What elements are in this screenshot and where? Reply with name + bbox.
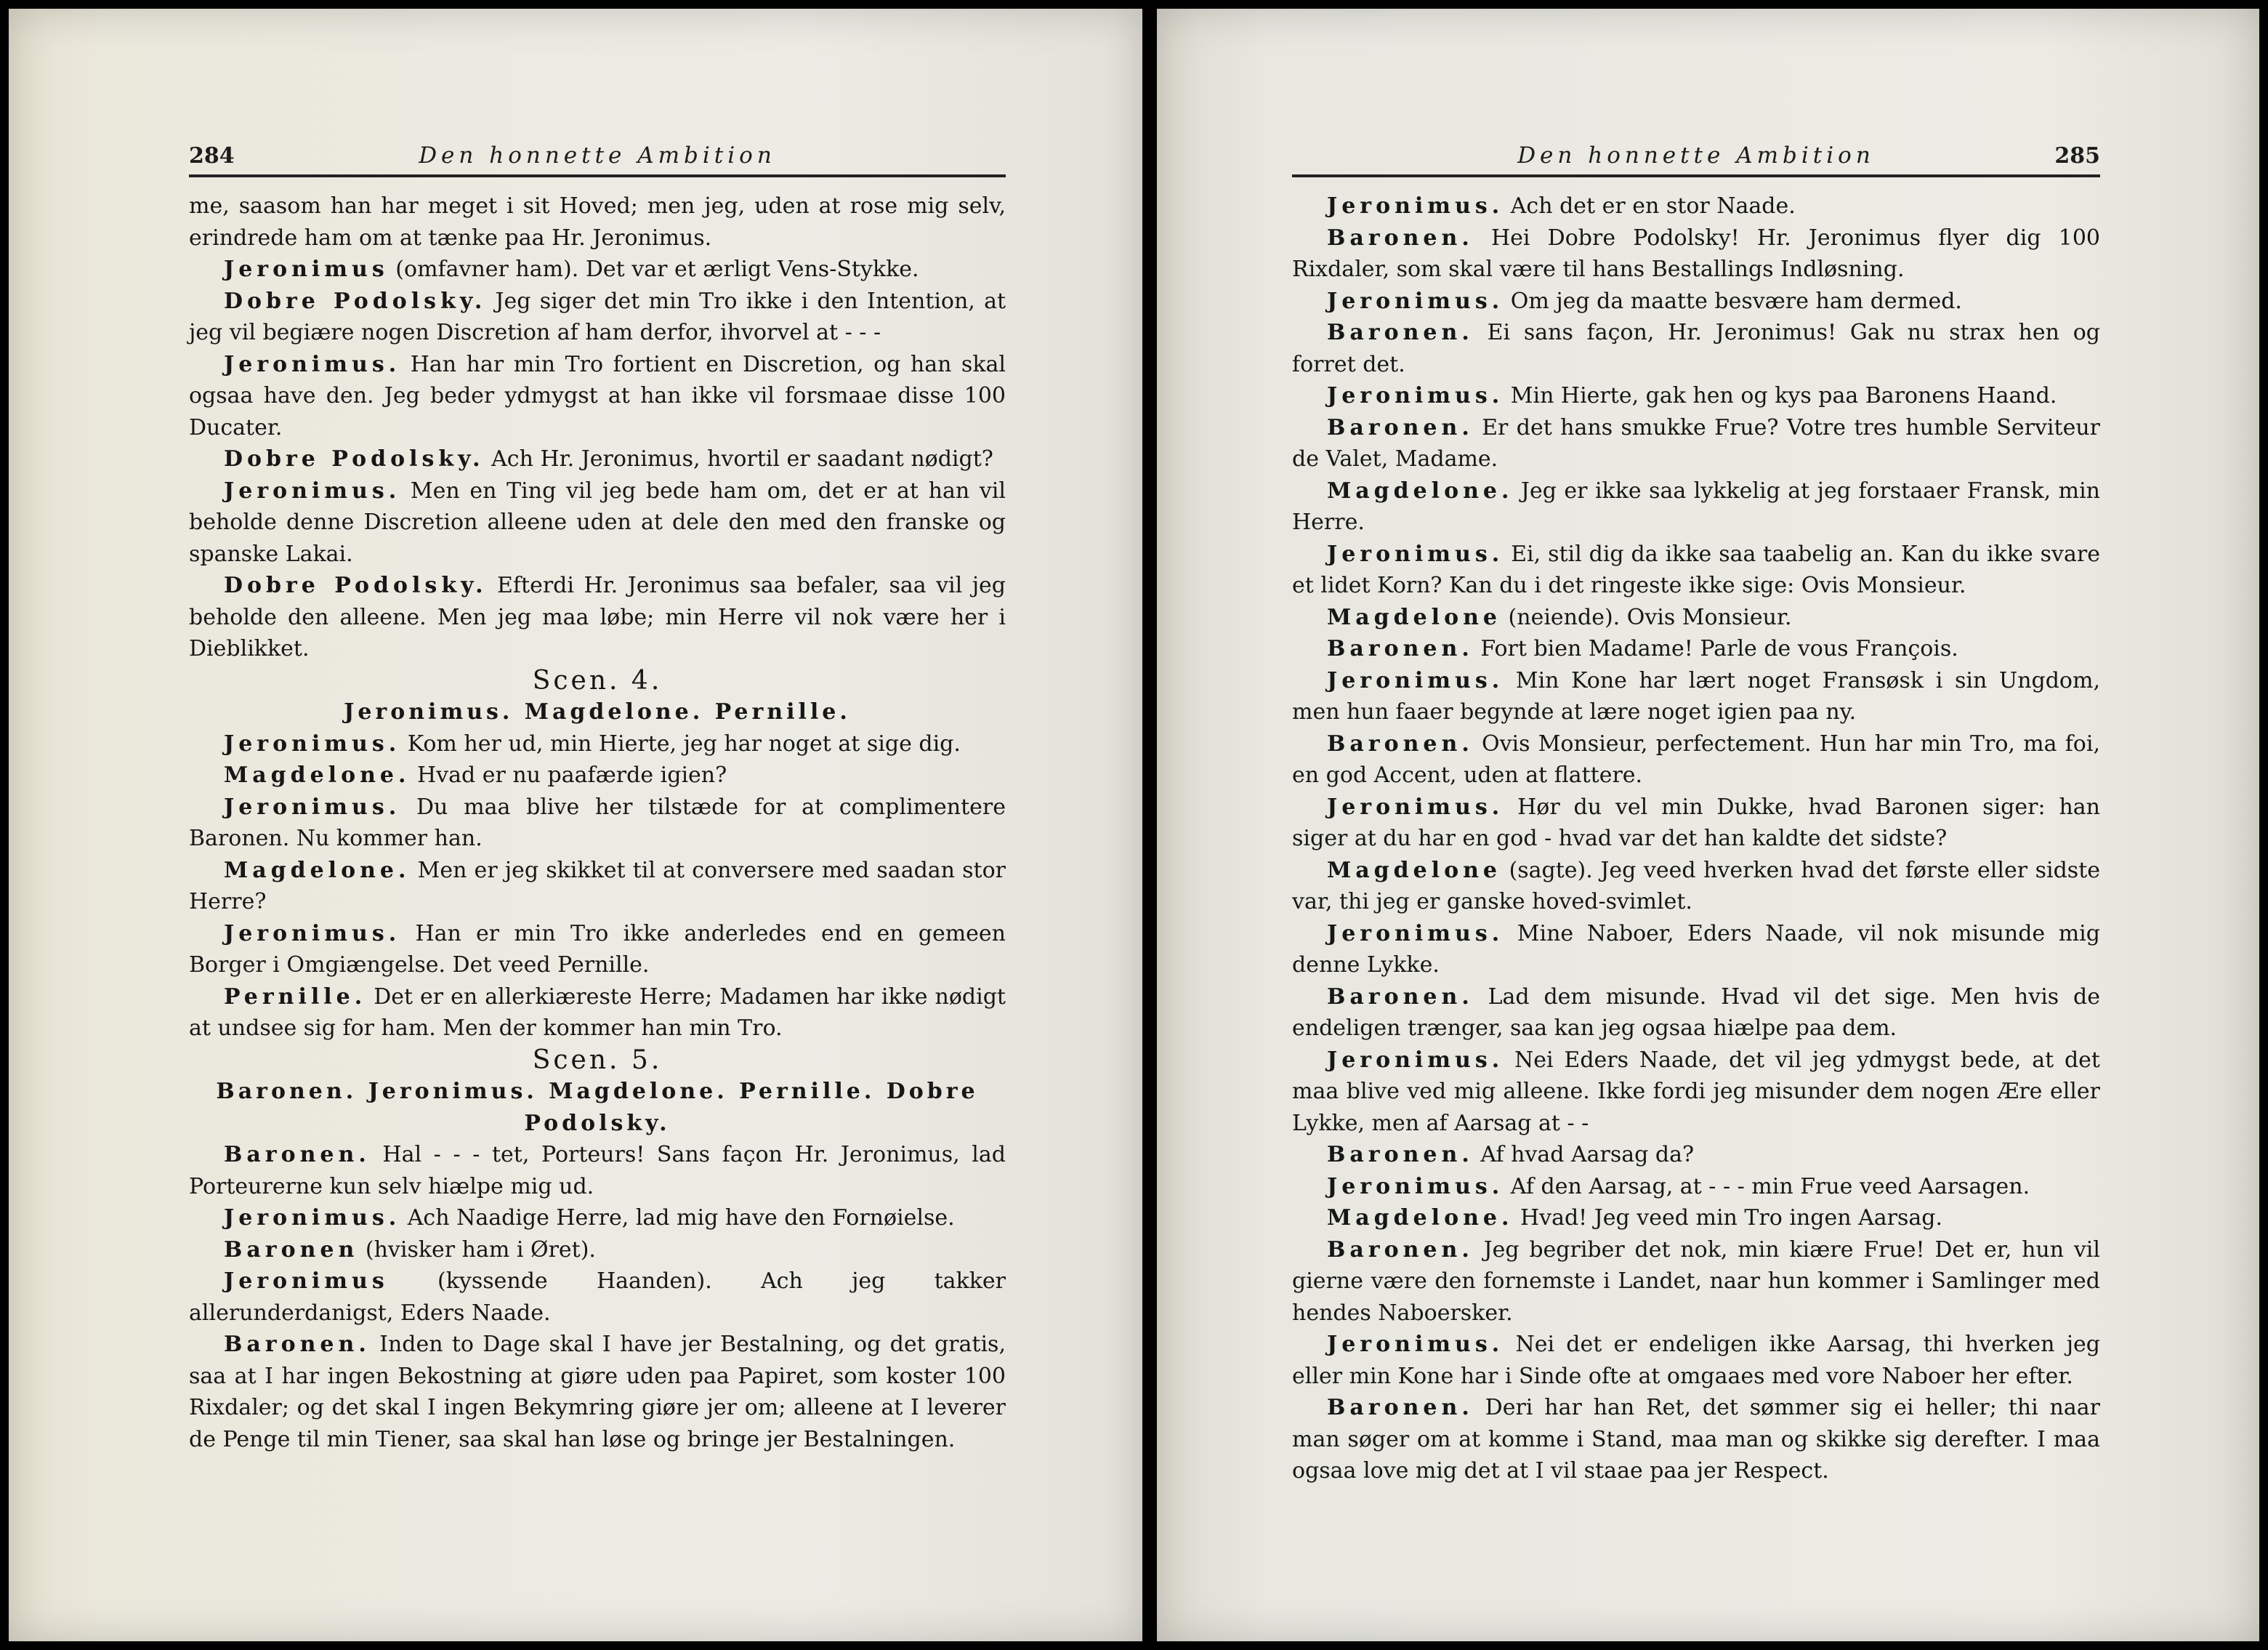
speaker-name: Baronen. — [224, 1142, 371, 1167]
speech-text: Om jeg da maatte besvære ham dermed. — [1510, 288, 1962, 314]
speaker-name: Dobre Podolsky. — [224, 573, 488, 598]
speech-text: Ach det er en stor Naade. — [1510, 193, 1796, 219]
speaker-name: Pernille. — [224, 983, 367, 1010]
dialogue-line — [1292, 1202, 2100, 1234]
dialogue-line — [1292, 286, 2100, 318]
dialogue-line — [1292, 1392, 2100, 1487]
speech-text: (kyssende Haanden). Ach jeg takker allerunderdanigst, Eders Naade. — [189, 1268, 1006, 1326]
dialogue-line — [189, 286, 1006, 349]
dialogue-line — [1292, 855, 2100, 918]
speaker-name: Dobre Podolsky. — [224, 446, 485, 472]
speech-text: Mine Naboer, Eders Naade, vil nok misunde mig denne Lykke. — [1292, 920, 2100, 978]
dialogue-line — [1292, 1045, 2100, 1140]
dialogue-line — [1292, 602, 2100, 634]
speech-text: (neiende). Ovis Monsieur. — [1508, 604, 1792, 630]
dialogue-line — [1292, 633, 2100, 665]
speech-text: Af hvad Aarsag da? — [1480, 1142, 1695, 1167]
dialogue-line — [189, 349, 1006, 444]
speech-text: Du maa blive her tilstæde for at complimentere Baronen. Nu kommer han. — [189, 794, 1006, 851]
dialogue-line — [189, 190, 1006, 254]
dialogue-line — [1292, 539, 2100, 602]
speaker-name: Baronen. — [1327, 731, 1474, 757]
speech-text: Han har min Tro fortient en Discretion, og han skal ogsaa have den. Jeg beder ydmygst at han ikke vil forsmaae disse 100 Ducater. — [189, 351, 1006, 440]
dialogue-line — [1292, 665, 2100, 728]
speaker-name: Magdelone. — [1327, 1205, 1514, 1231]
dialogue-line — [189, 855, 1006, 918]
speech-text: Ach Naadige Herre, lad mig have den Fornøielse. — [407, 1205, 955, 1231]
speaker-name: Jeronimus. — [224, 920, 401, 946]
dialogue-line — [1292, 190, 2100, 222]
speaker-name: Jeronimus. — [224, 794, 401, 820]
dialogue-line — [1292, 317, 2100, 380]
page-header — [1292, 131, 2100, 177]
speech-text: Hei Dobre Podolsky! Hr. Jeronimus flyer dig 100 Rixdaler, som skal være til hans Bestallings Indløsning. — [1292, 225, 2101, 282]
speaker-name: Baronen. — [1327, 636, 1474, 661]
speaker-name: Jeronimus. — [1327, 1332, 1504, 1357]
dialogue-line — [1292, 918, 2100, 981]
speaker-name: Jeronimus. — [1327, 193, 1504, 219]
cast-list: Baronen. Jeronimus. Magdelone. Pernille. Dobre Podolsky. — [216, 1079, 979, 1136]
speech-text: (sagte). Jeg veed hverken hvad det første eller sidste var, thi jeg er ganske hoved-svimlet. — [1292, 857, 2100, 914]
speech-text: Nei det er endeligen ikke Aarsag, thi hverken jeg eller min Kone har i Sinde ofte at omgaaes med vore Naboer her efter. — [1292, 1332, 2100, 1389]
speech-text: me, saasom han har meget i sit Hoved; men jeg, uden at rose mig selv, erindrede ham om at tænke paa Hr. Jeronimus. — [189, 193, 1006, 251]
speech-text: Men en Ting vil jeg bede ham om, det er at han vil beholde denne Discretion alleene uden at dele den med den franske og spanske Lakai. — [189, 478, 1006, 567]
speaker-name: Baronen — [224, 1236, 359, 1263]
speaker-name: Jeronimus. — [1327, 1047, 1504, 1073]
speech-text: Det er en allerkiæreste Herre; Madamen har ikke nødigt at undsee sig for ham. Men der kommer han min Tro. — [189, 983, 1006, 1041]
speaker-name: Jeronimus. — [1327, 794, 1504, 820]
dialogue-line — [1292, 1139, 2100, 1171]
scene-heading: Scen. 4. — [532, 665, 663, 696]
dialogue-line — [189, 443, 1006, 475]
scene-heading: Scen. 5. — [532, 1045, 663, 1075]
speaker-name: Baronen. — [1327, 1142, 1474, 1167]
running-title: Den honnette Ambition — [1517, 142, 1875, 169]
speech-text: Inden to Dage skal I have jer Bestalning, og det gratis, saa at I har ingen Bekostning at giøre uden paa Papiret, som koster 100 Rixdaler; og det skal I ingen Bekymring giøre jer om; alleene at I leverer de Penge til min Tiener, saa skal han løse og bringe jer Bestalningen. — [189, 1332, 1006, 1452]
speech-text: Hal - - - tet, Porteurs! Sans façon Hr. Jeronimus, lad Porteurerne kun selv hiælpe mig ud. — [189, 1142, 1006, 1199]
dialogue-line — [189, 1234, 1006, 1266]
speech-text: Hvad er nu paafærde igien? — [416, 762, 727, 788]
speaker-name: Jeronimus. — [224, 478, 401, 504]
speaker-name: Magdelone. — [224, 857, 411, 883]
dialogue-line — [1292, 981, 2100, 1045]
dialogue-line — [189, 918, 1006, 981]
dialogue-line — [189, 570, 1006, 665]
speaker-name: Jeronimus. — [224, 1205, 401, 1231]
speaker-name: Baronen. — [224, 1332, 371, 1357]
speaker-name: Magdelone. — [224, 762, 411, 788]
speaker-name: Jeronimus — [224, 257, 389, 282]
speech-text: Ovis Monsieur, perfectement. Hun har min Tro, ma foi, en god Accent, uden at flattere. — [1292, 731, 2100, 788]
speech-text: Min Hierte, gak hen og kys paa Baronens Haand. — [1510, 383, 2057, 409]
speech-text: Deri har han Ret, det sømmer sig ei heller; thi naar man søger om at komme i Stand, maa man og skikke sig derefter. I maa ogsaa love mig det at I vil staae paa jer Respect. — [1292, 1395, 2100, 1484]
speech-text: Jeg siger det min Tro ikke i den Intention, at jeg vil begiære nogen Discretion af ham derfor, ihvorvel at - - - — [189, 288, 1006, 345]
dialogue-line — [1292, 412, 2100, 475]
dialogue-line — [189, 1329, 1006, 1455]
right-page — [1157, 9, 2259, 1641]
speech-text: Jeg begriber det nok, min kiære Frue! Det er, hun vil gierne være den fornemste i Landet, naar hun kommer i Samlinger med hendes Naboersker. — [1292, 1236, 2100, 1326]
speaker-name: Jeronimus. — [1327, 667, 1504, 693]
speech-text: (omfavner ham). Det var et ærligt Vens-Stykke. — [395, 257, 919, 282]
speaker-name: Dobre Podolsky. — [224, 288, 487, 314]
dialogue-line — [189, 1265, 1006, 1329]
dialogue-line — [189, 1139, 1006, 1202]
running-title: Den honnette Ambition — [419, 142, 776, 169]
dialogue-line — [189, 1202, 1006, 1234]
speaker-name: Baronen. — [1327, 1236, 1474, 1263]
dialogue-line — [1292, 222, 2100, 286]
speech-text: Efterdi Hr. Jeronimus saa befaler, saa vil jeg beholde den alleene. Men jeg maa løbe; min Herre vil nok være her i Dieblikket. — [189, 573, 1006, 661]
page-header — [189, 131, 1006, 177]
dialogue-line — [1292, 380, 2100, 412]
speaker-name: Jeronimus. — [1327, 1173, 1504, 1199]
dialogue-line — [1292, 1171, 2100, 1203]
speech-text: Ei, stil dig da ikke saa taabelig an. Kan du ikke svare et lidet Korn? Kan du i det ringeste ikke sige: Ovis Monsieur. — [1292, 541, 2100, 598]
speaker-name: Jeronimus. — [224, 351, 401, 377]
speaker-name: Baronen. — [1327, 983, 1474, 1010]
speaker-name: Baronen. — [1327, 1395, 1474, 1420]
speech-text: Min Kone har lært noget Fransøsk i sin Ungdom, men hun faaer begynde at lære noget igien paa ny. — [1292, 667, 2100, 725]
dialogue-line — [189, 981, 1006, 1045]
dialogue-line — [189, 475, 1006, 571]
cast-list: Jeronimus. Magdelone. Pernille. — [344, 699, 851, 725]
page-number: 284 — [189, 143, 235, 169]
dialogue-line — [1292, 728, 2100, 792]
speech-text: (hvisker ham i Øret). — [365, 1236, 596, 1263]
speaker-name: Baronen. — [1327, 414, 1474, 440]
speaker-name: Jeronimus. — [1327, 541, 1504, 567]
speaker-name: Baronen. — [1327, 320, 1474, 345]
dialogue-line — [189, 760, 1006, 792]
speech-text: Af den Aarsag, at - - - min Frue veed Aarsagen. — [1510, 1173, 2030, 1199]
dialogue-line — [189, 728, 1006, 760]
speaker-name: Jeronimus. — [1327, 288, 1504, 314]
dialogue-line — [1292, 1234, 2100, 1329]
speech-text: Lad dem misunde. Hvad vil det sige. Men hvis de endeligen trænger, saa kan jeg ogsaa hiælpe paa dem. — [1292, 983, 2100, 1041]
speaker-name: Jeronimus. — [224, 731, 401, 757]
left-page — [9, 9, 1142, 1641]
page-text — [189, 190, 1006, 1455]
speaker-name: Baronen. — [1327, 225, 1474, 251]
speech-text: Fort bien Madame! Parle de vous François. — [1480, 636, 1958, 661]
page-number: 285 — [2054, 143, 2100, 169]
dialogue-line — [1292, 475, 2100, 539]
dialogue-line — [1292, 1329, 2100, 1392]
speaker-name: Jeronimus. — [1327, 920, 1504, 946]
speaker-name: Jeronimus — [224, 1268, 389, 1294]
speech-text: Hør du vel min Dukke, hvad Baronen siger: han siger at du har en god - hvad var det han kaldte det sidste? — [1292, 794, 2100, 851]
speech-text: Kom her ud, min Hierte, jeg har noget at sige dig. — [407, 731, 961, 757]
speech-text: Nei Eders Naade, det vil jeg ydmygst bede, at det maa blive ved mig alleene. Ikke fordi jeg misunder dem nogen Ære eller Lykke, men af Aarsag at - - — [1292, 1047, 2100, 1136]
speaker-name: Magdelone — [1327, 857, 1501, 883]
speaker-name: Magdelone — [1327, 604, 1501, 630]
dialogue-line — [189, 792, 1006, 855]
speech-text: Hvad! Jeg veed min Tro ingen Aarsag. — [1520, 1205, 1942, 1231]
dialogue-line — [189, 254, 1006, 286]
page-text — [1292, 190, 2100, 1487]
speech-text: Men er jeg skikket til at conversere med saadan stor Herre? — [189, 857, 1006, 914]
speech-text: Ei sans façon, Hr. Jeronimus! Gak nu strax hen og forret det. — [1292, 320, 2100, 377]
speech-text: Jeg er ikke saa lykkelig at jeg forstaaer Fransk, min Herre. — [1292, 478, 2101, 535]
speaker-name: Magdelone. — [1327, 478, 1514, 504]
speech-text: Ach Hr. Jeronimus, hvortil er saadant nødigt? — [491, 446, 993, 472]
speaker-name: Jeronimus. — [1327, 383, 1504, 409]
dialogue-line — [1292, 792, 2100, 855]
speech-text: Er det hans smukke Frue? Votre tres humble Serviteur de Valet, Madame. — [1292, 414, 2100, 472]
speech-text: Han er min Tro ikke anderledes end en gemeen Borger i Omgiængelse. Det veed Pernille. — [189, 920, 1006, 978]
